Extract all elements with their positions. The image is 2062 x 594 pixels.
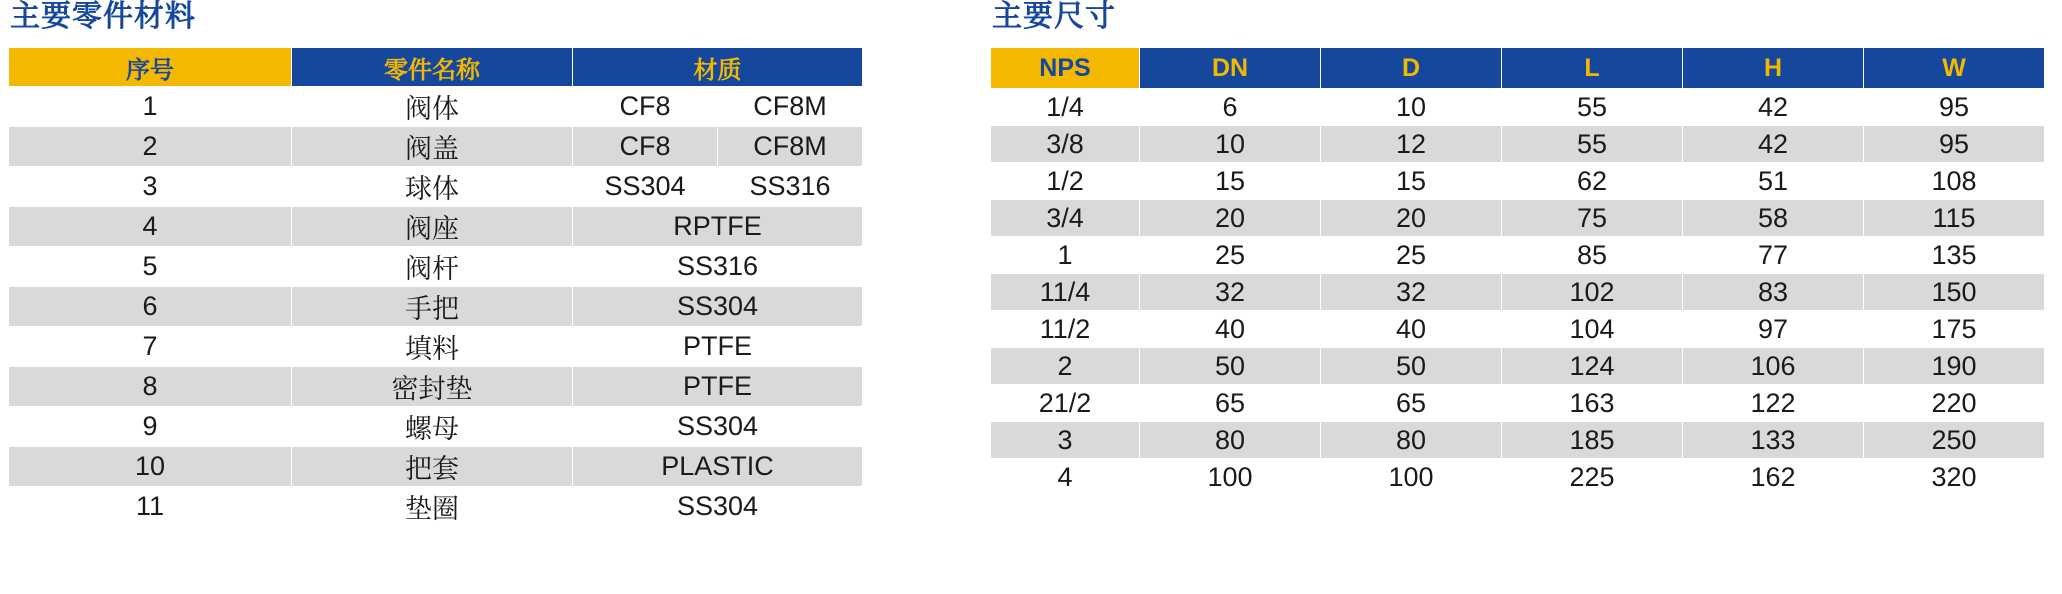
materials-cell-seq: 7 bbox=[9, 327, 292, 367]
materials-cell-seq: 2 bbox=[9, 127, 292, 167]
table-row bbox=[991, 89, 2045, 126]
dimensions-cell-h: 42 bbox=[1683, 89, 1864, 126]
dimensions-cell-w: 95 bbox=[1864, 126, 2045, 163]
dimensions-cell-h: 77 bbox=[1683, 237, 1864, 274]
materials-table bbox=[8, 47, 863, 527]
dimensions-cell-dn: 50 bbox=[1140, 348, 1321, 385]
dimensions-cell-d: 65 bbox=[1321, 385, 1502, 422]
dimensions-cell-l: 75 bbox=[1502, 200, 1683, 237]
dimensions-cell-nps: 11/4 bbox=[991, 274, 1140, 311]
materials-cell-name: 球体 bbox=[292, 167, 573, 207]
materials-cell-material: SS304 bbox=[573, 407, 863, 447]
dimensions-panel bbox=[990, 0, 2050, 496]
dimensions-cell-nps: 3 bbox=[991, 422, 1140, 459]
dimensions-cell-w: 115 bbox=[1864, 200, 2045, 237]
table-row bbox=[9, 327, 863, 367]
dimensions-cell-l: 124 bbox=[1502, 348, 1683, 385]
dimensions-cell-l: 185 bbox=[1502, 422, 1683, 459]
materials-cell-material: PLASTIC bbox=[573, 447, 863, 487]
dimensions-cell-h: 106 bbox=[1683, 348, 1864, 385]
dimensions-table bbox=[990, 47, 2045, 496]
dimensions-cell-l: 62 bbox=[1502, 163, 1683, 200]
dimensions-cell-nps: 3/8 bbox=[991, 126, 1140, 163]
materials-cell-material-b: SS316 bbox=[718, 167, 863, 207]
dimensions-cell-nps: 21/2 bbox=[991, 385, 1140, 422]
dimensions-cell-l: 104 bbox=[1502, 311, 1683, 348]
dimensions-header-nps: NPS bbox=[991, 48, 1140, 89]
dimensions-cell-l: 225 bbox=[1502, 459, 1683, 496]
materials-cell-name: 填料 bbox=[292, 327, 573, 367]
table-row bbox=[991, 385, 2045, 422]
dimensions-cell-l: 85 bbox=[1502, 237, 1683, 274]
dimensions-header-d: D bbox=[1321, 48, 1502, 89]
dimensions-cell-h: 51 bbox=[1683, 163, 1864, 200]
dimensions-cell-d: 32 bbox=[1321, 274, 1502, 311]
materials-cell-seq: 1 bbox=[9, 87, 292, 127]
materials-cell-seq: 6 bbox=[9, 287, 292, 327]
dimensions-cell-nps: 1/2 bbox=[991, 163, 1140, 200]
table-row bbox=[9, 247, 863, 287]
dimensions-cell-h: 122 bbox=[1683, 385, 1864, 422]
dimensions-cell-h: 133 bbox=[1683, 422, 1864, 459]
dimensions-cell-w: 175 bbox=[1864, 311, 2045, 348]
dimensions-cell-l: 102 bbox=[1502, 274, 1683, 311]
dimensions-cell-w: 190 bbox=[1864, 348, 2045, 385]
materials-cell-name: 手把 bbox=[292, 287, 573, 327]
dimensions-cell-w: 250 bbox=[1864, 422, 2045, 459]
materials-cell-seq: 4 bbox=[9, 207, 292, 247]
table-row bbox=[991, 200, 2045, 237]
dimensions-header-l: L bbox=[1502, 48, 1683, 89]
materials-cell-material: PTFE bbox=[573, 367, 863, 407]
dimensions-cell-nps: 2 bbox=[991, 348, 1140, 385]
dimensions-cell-dn: 32 bbox=[1140, 274, 1321, 311]
dimensions-cell-w: 135 bbox=[1864, 237, 2045, 274]
table-row bbox=[9, 487, 863, 527]
table-row bbox=[9, 167, 863, 207]
dimensions-cell-h: 83 bbox=[1683, 274, 1864, 311]
dimensions-cell-dn: 100 bbox=[1140, 459, 1321, 496]
dimensions-cell-nps: 3/4 bbox=[991, 200, 1140, 237]
dimensions-cell-dn: 40 bbox=[1140, 311, 1321, 348]
materials-cell-material: SS304 bbox=[573, 287, 863, 327]
materials-cell-material: SS304 bbox=[573, 487, 863, 527]
materials-cell-material: SS316 bbox=[573, 247, 863, 287]
dimensions-cell-dn: 65 bbox=[1140, 385, 1321, 422]
dimensions-cell-dn: 15 bbox=[1140, 163, 1321, 200]
materials-panel bbox=[8, 0, 868, 527]
materials-cell-name: 把套 bbox=[292, 447, 573, 487]
materials-cell-name: 螺母 bbox=[292, 407, 573, 447]
materials-cell-name: 阀杆 bbox=[292, 247, 573, 287]
dimensions-cell-d: 80 bbox=[1321, 422, 1502, 459]
dimensions-cell-dn: 10 bbox=[1140, 126, 1321, 163]
dimensions-cell-l: 55 bbox=[1502, 126, 1683, 163]
materials-cell-seq: 5 bbox=[9, 247, 292, 287]
dimensions-cell-d: 25 bbox=[1321, 237, 1502, 274]
materials-cell-material-a: SS304 bbox=[573, 167, 718, 207]
dimensions-cell-d: 50 bbox=[1321, 348, 1502, 385]
dimensions-header-h: H bbox=[1683, 48, 1864, 89]
table-row bbox=[9, 367, 863, 407]
dimensions-cell-h: 97 bbox=[1683, 311, 1864, 348]
materials-title: 主要零件材料 bbox=[10, 0, 196, 33]
dimensions-cell-dn: 20 bbox=[1140, 200, 1321, 237]
materials-cell-name: 阀体 bbox=[292, 87, 573, 127]
materials-cell-seq: 11 bbox=[9, 487, 292, 527]
dimensions-cell-d: 15 bbox=[1321, 163, 1502, 200]
materials-cell-name: 密封垫 bbox=[292, 367, 573, 407]
materials-cell-material: RPTFE bbox=[573, 207, 863, 247]
materials-header-material: 材质 bbox=[573, 48, 863, 87]
dimensions-header-dn: DN bbox=[1140, 48, 1321, 89]
table-row bbox=[991, 422, 2045, 459]
table-row bbox=[9, 127, 863, 167]
materials-cell-name: 垫圈 bbox=[292, 487, 573, 527]
dimensions-cell-d: 12 bbox=[1321, 126, 1502, 163]
materials-header-row bbox=[9, 48, 863, 87]
table-row bbox=[9, 447, 863, 487]
dimensions-cell-nps: 4 bbox=[991, 459, 1140, 496]
dimensions-header-row bbox=[991, 48, 2045, 89]
table-row bbox=[9, 87, 863, 127]
dimensions-cell-nps: 1 bbox=[991, 237, 1140, 274]
dimensions-body bbox=[991, 89, 2045, 496]
materials-cell-name: 阀座 bbox=[292, 207, 573, 247]
dimensions-cell-d: 20 bbox=[1321, 200, 1502, 237]
dimensions-cell-d: 100 bbox=[1321, 459, 1502, 496]
dimensions-cell-d: 10 bbox=[1321, 89, 1502, 126]
table-row bbox=[991, 348, 2045, 385]
table-row bbox=[9, 287, 863, 327]
dimensions-cell-w: 95 bbox=[1864, 89, 2045, 126]
materials-cell-seq: 3 bbox=[9, 167, 292, 207]
table-row bbox=[991, 163, 2045, 200]
table-row bbox=[991, 126, 2045, 163]
dimensions-cell-h: 42 bbox=[1683, 126, 1864, 163]
dimensions-title: 主要尺寸 bbox=[992, 0, 1116, 33]
dimensions-cell-nps: 1/4 bbox=[991, 89, 1140, 126]
dimensions-cell-w: 220 bbox=[1864, 385, 2045, 422]
dimensions-cell-dn: 25 bbox=[1140, 237, 1321, 274]
dimensions-cell-l: 55 bbox=[1502, 89, 1683, 126]
materials-body bbox=[9, 87, 863, 527]
materials-header-seq: 序号 bbox=[9, 48, 292, 87]
dimensions-cell-h: 162 bbox=[1683, 459, 1864, 496]
dimensions-cell-dn: 6 bbox=[1140, 89, 1321, 126]
materials-cell-name: 阀盖 bbox=[292, 127, 573, 167]
dimensions-cell-w: 320 bbox=[1864, 459, 2045, 496]
materials-cell-seq: 10 bbox=[9, 447, 292, 487]
dimensions-cell-nps: 11/2 bbox=[991, 311, 1140, 348]
materials-cell-material-a: CF8 bbox=[573, 87, 718, 127]
dimensions-cell-l: 163 bbox=[1502, 385, 1683, 422]
dimensions-header-w: W bbox=[1864, 48, 2045, 89]
dimensions-cell-w: 108 bbox=[1864, 163, 2045, 200]
dimensions-cell-d: 40 bbox=[1321, 311, 1502, 348]
table-row bbox=[9, 407, 863, 447]
table-row bbox=[991, 237, 2045, 274]
dimensions-cell-h: 58 bbox=[1683, 200, 1864, 237]
table-row bbox=[991, 459, 2045, 496]
materials-header-name: 零件名称 bbox=[292, 48, 573, 87]
dimensions-cell-dn: 80 bbox=[1140, 422, 1321, 459]
materials-cell-seq: 8 bbox=[9, 367, 292, 407]
table-row bbox=[9, 207, 863, 247]
materials-cell-material-b: CF8M bbox=[718, 87, 863, 127]
materials-cell-material-b: CF8M bbox=[718, 127, 863, 167]
table-row bbox=[991, 274, 2045, 311]
materials-cell-material-a: CF8 bbox=[573, 127, 718, 167]
materials-cell-material: PTFE bbox=[573, 327, 863, 367]
materials-cell-seq: 9 bbox=[9, 407, 292, 447]
dimensions-cell-w: 150 bbox=[1864, 274, 2045, 311]
table-row bbox=[991, 311, 2045, 348]
